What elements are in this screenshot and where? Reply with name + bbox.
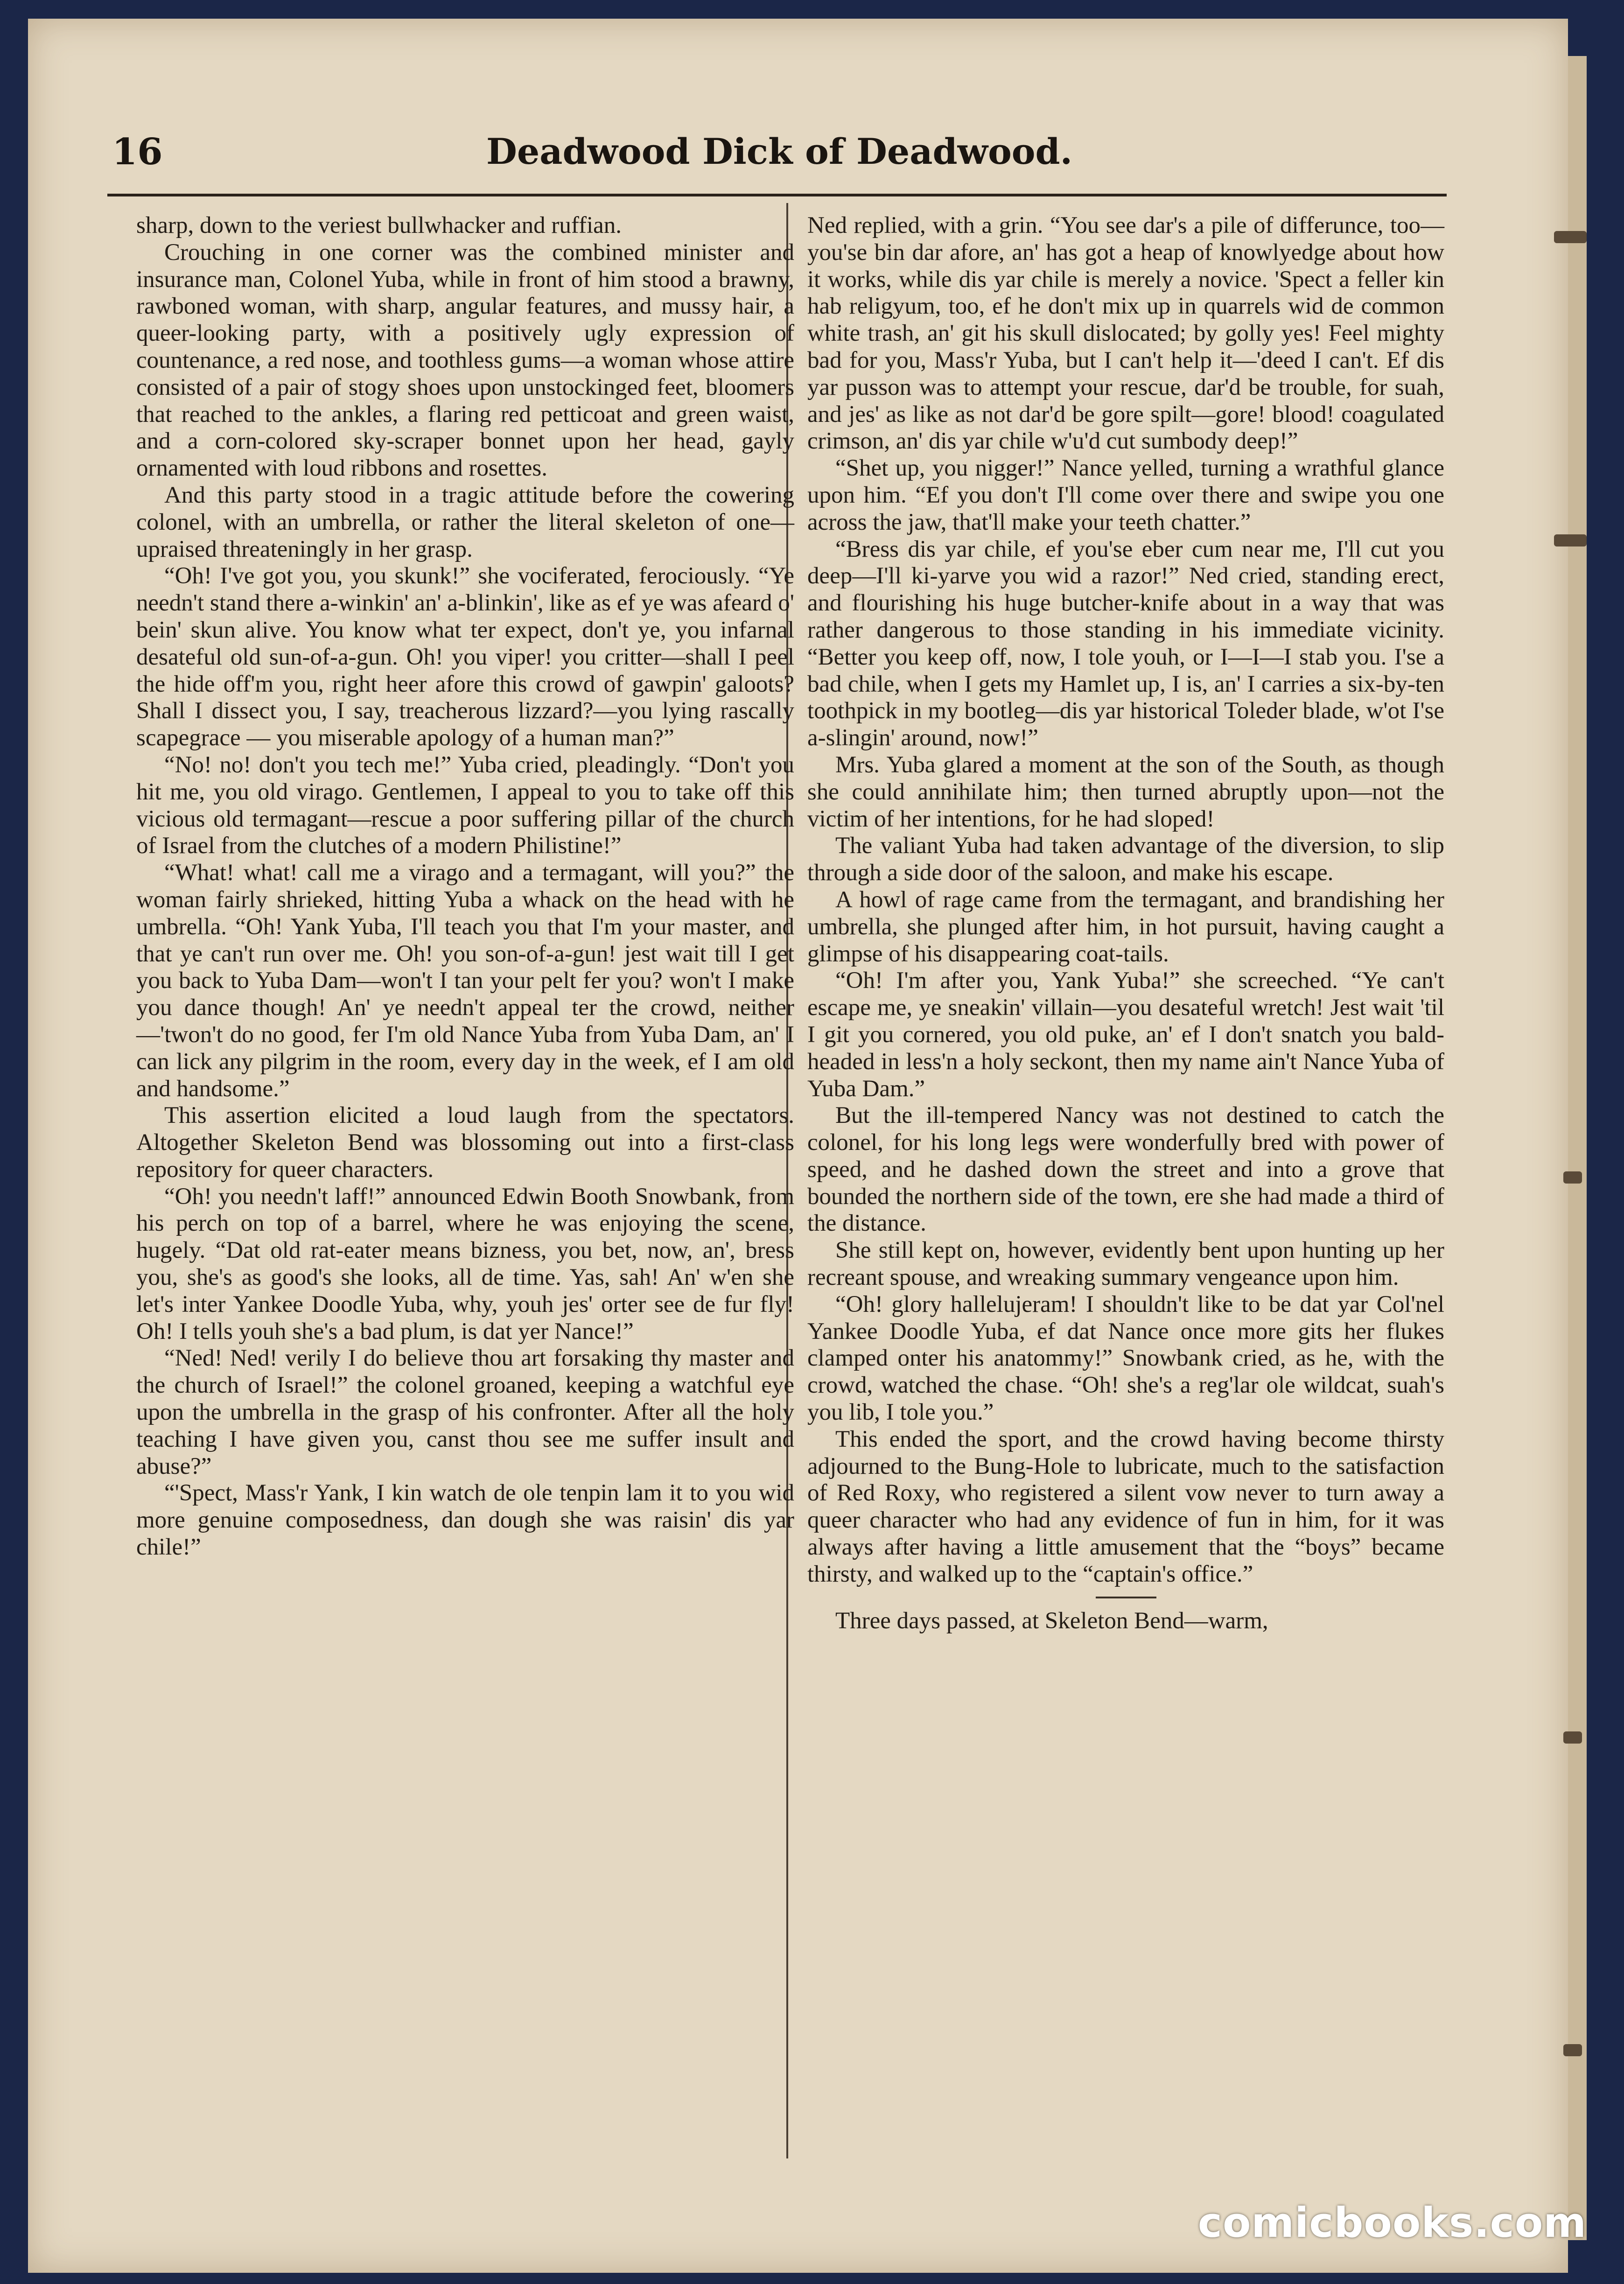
watermark: comicbooks.com [1197, 2199, 1587, 2247]
binding-stitch-mark [1554, 534, 1587, 546]
paragraph: “Oh! I'm after you, Yank Yuba!” she screeched. “Ye can't escape me, ye sneakin' villain—you desateful wretch! Jest wait 'til I git you cornered, you old puke, an' ef I don't snatch you bald-headed in less'n a holy seckont, then my name ain't Nance Yuba of Yuba Dam.” [807, 967, 1444, 1102]
paragraph: “No! no! don't you tech me!” Yuba cried, pleadingly. “Don't you hit me, you old virago. Gentlemen, I appeal to you to take off this vicious old termagant—rescue a poor suffering pillar of the church of Israel from the clutches of a modern Philistine!” [136, 751, 794, 859]
header-rule [107, 194, 1447, 196]
binding-stitch-mark [1563, 1171, 1582, 1184]
paragraph: “Shet up, you nigger!” Nance yelled, turning a wrathful glance upon him. “Ef you don't I'll come over there and swipe you one across the jaw, that'll make your teeth chatter.” [807, 455, 1444, 535]
page-number: 16 [112, 131, 163, 173]
paragraph: “Ned! Ned! verily I do believe thou art forsaking thy master and the church of Israel!” the colonel groaned, keeping a watchful eye upon the umbrella in the grasp of his confronter. After all the holy teaching I have given you, canst thou see me suffer insult and abuse?” [136, 1345, 794, 1479]
paragraph: Ned replied, with a grin. “You see dar's a pile of differunce, too—you'se bin dar afore, an' has got a heap of knowlyedge about how it works, while dis yar chile is merely a novice. 'Spect a feller kin hab religyum, too, ef he don't mix up in quarrels wid de common white trash, an' git his skull dislocated; by golly yes! Feel mighty bad for you, Mass'r Yuba, but I can't help it—'deed I can't. Ef dis yar pusson was to attempt your rescue, dar'd be trouble, for suah, and jes' as like as not dar'd be gore spilt—gore! blood! coagulated crimson, an' dis yar chile w'u'd cut sumbody deep!” [807, 212, 1444, 455]
paragraph: The valiant Yuba had taken advantage of the diversion, to slip through a side door of the saloon, and make his escape. [807, 833, 1444, 886]
paragraph: Mrs. Yuba glared a moment at the son of the South, as though she could annihilate him; then turned abruptly upon—not the victim of her intentions, for he had sloped! [807, 751, 1444, 832]
page-edge [1568, 56, 1587, 2240]
paragraph: And this party stood in a tragic attitude before the cowering colonel, with an umbrella, or rather the literal skeleton of one—upraised threateningly in her grasp. [136, 482, 794, 562]
running-title: Deadwood Dick of Deadwood. [486, 131, 1073, 172]
paragraph: This ended the sport, and the crowd having become thirsty adjourned to the Bung-Hole to lubricate, much to the satisfaction of Red Roxy, who registered a silent vow never to turn away a queer character who had any evidence of fun in him, for it was always after having a little amusement that the “boys” became thirsty, and walked up to the “captain's office.” [807, 1426, 1444, 1587]
paragraph: But the ill-tempered Nancy was not destined to catch the colonel, for his long legs were wonderfully bred with power of speed, and he dashed down the street and into a grove that bounded the northern side of the town, ere she had made a third of the distance. [807, 1102, 1444, 1237]
binding-stitch-mark [1554, 231, 1587, 243]
left-text-column [136, 212, 794, 1561]
paragraph: “Oh! you needn't laff!” announced Edwin Booth Snowbank, from his perch on top of a barrel, where he was enjoying the scene, hugely. “Dat old rat-eater means bizness, you bet, now, an', bress you, she's as good's she looks, all de time. Yas, sah! An' w'en she let's inter Yankee Doodle Yuba, why, youh jes' orter see de fur fly! Oh! I tells youh she's a bad plum, is dat yer Nance!” [136, 1183, 794, 1345]
paragraph: “Oh! glory hallelujeram! I shouldn't like to be dat yar Col'nel Yankee Doodle Yuba, ef dat Nance once more gits her flukes clamped onter his anatommy!” Snowbank cried, as he, with the crowd, watched the chase. “Oh! she's a reg'lar ole wildcat, suah's you lib, I tole you.” [807, 1291, 1444, 1426]
paragraph: This assertion elicited a loud laugh from the spectators. Altogether Skeleton Bend was blossoming out into a first-class repository for queer characters. [136, 1102, 794, 1183]
paragraph: sharp, down to the veriest bullwhacker and ruffian. [136, 212, 622, 238]
paragraph: She still kept on, however, evidently bent upon hunting up her recreant spouse, and wreaking summary vengeance upon him. [807, 1237, 1444, 1291]
binding-stitch-mark [1563, 2044, 1582, 2056]
paragraph: “Bress dis yar chile, ef you'se eber cum near me, I'll cut you deep—I'll ki-yarve you wid a razor!” Ned cried, standing erect, and flourishing his huge butcher-knife about in a way that was rather dangerous to those standing in his immediate vicinity. “Better you keep off, now, I tole youh, or I—I—I stab you. I'se a bad chile, when I gets my Hamlet up, I is, an' I carries a six-by-ten toothpick in my bootleg—dis yar historical Toleder blade, w'ot I'se a-slingin' around, now!” [807, 536, 1444, 751]
paragraph: Crouching in one corner was the combined minister and insurance man, Colonel Yuba, while in front of him stood a brawny, rawboned woman, with sharp, angular features, and mussy hair, a queer-looking party, with a positively ugly expression of countenance, a red nose, and toothless gums—a woman whose attire consisted of a pair of stogy shoes upon unstockinged feet, bloomers that reached to the ankles, a flaring red petticoat and green waist, and a corn-colored sky-scraper bonnet upon her head, gayly ornamented with loud ribbons and rosettes. [136, 239, 794, 482]
paragraph: A howl of rage came from the termagant, and brandishing her umbrella, she plunged after him, in hot pursuit, having caught a glimpse of his disappearing coat-tails. [807, 886, 1444, 967]
paragraph: “Oh! I've got you, you skunk!” she vociferated, ferociously. “Ye needn't stand there a-winkin' an' a-blinkin', like as ef ye was afeard o' bein' skun alive. You know what ter expect, don't ye, you infarnal desateful old sun-of-a-gun. Oh! you viper! you critter—shall I peel the hide off'm you, right heer afore this crowd of gawpin' galoots? Shall I dissect you, I say, treacherous lizzard?—you lying rascally scapegrace — you miserable apology of a human man?” [136, 563, 794, 751]
binding-stitch-mark [1563, 1731, 1582, 1744]
paragraph: Three days passed, at Skeleton Bend—warm, [835, 1607, 1268, 1634]
section-rule [1096, 1597, 1156, 1598]
page-header [112, 126, 1447, 191]
paragraph: “What! what! call me a virago and a termagant, will you?” the woman fairly shrieked, hitting Yuba a whack on the head with he umbrella. “Oh! Yank Yuba, I'll teach you that I'm your master, and that ye can't run over me. Oh! you son-of-a-gun! jest wait till I get you back to Yuba Dam—won't I tan your pelt fer you? won't I make you dance though! An' ye needn't appeal ter the crowd, neither—'twon't do no good, fer I'm old Nance Yuba from Yuba Dam, an' I can lick any pilgrim in the room, every day in the week, ef I am old and handsome.” [136, 860, 794, 1102]
right-text-column [807, 212, 1444, 1634]
paragraph: “'Spect, Mass'r Yank, I kin watch de ole tenpin lam it to you wid more genuine composedness, dan dough she was raisin' dis yar chile!” [136, 1480, 794, 1561]
